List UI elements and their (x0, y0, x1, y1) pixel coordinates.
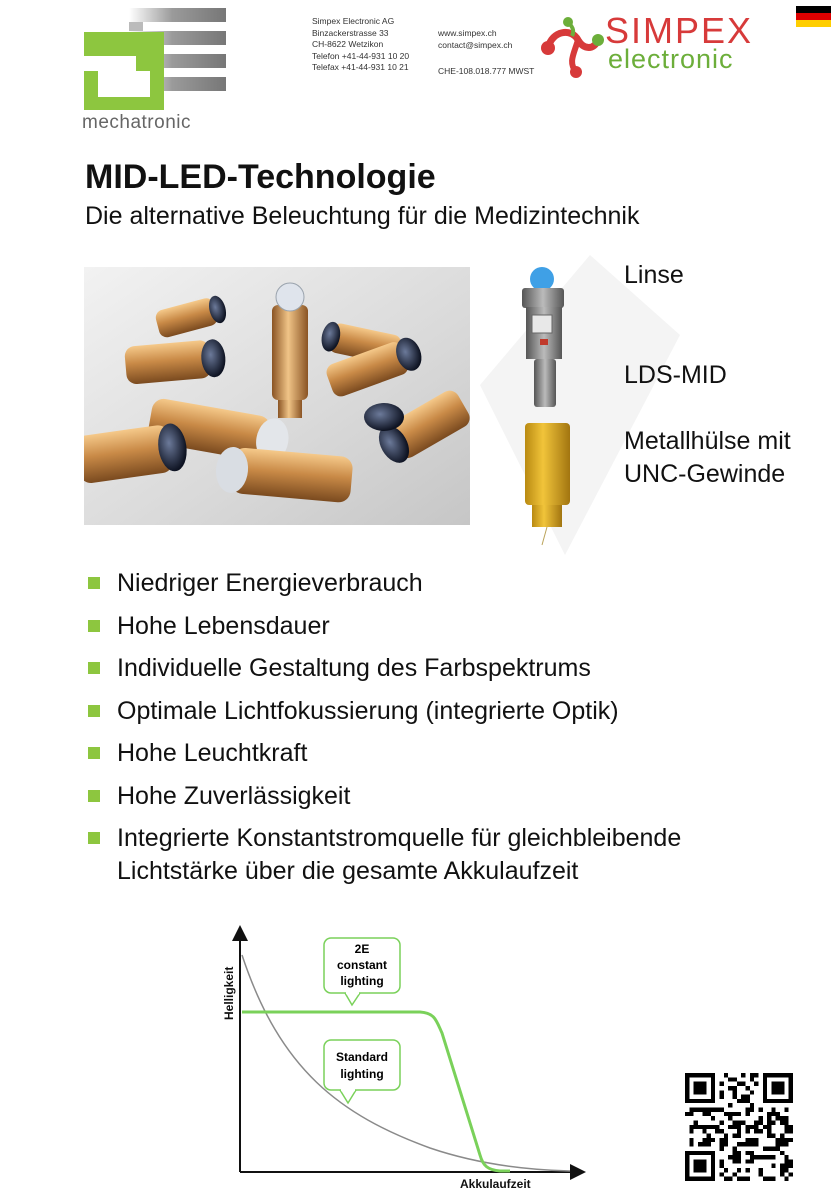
bullet-square-icon (88, 577, 100, 589)
bullet-square-icon (88, 790, 100, 802)
brightness-chart (210, 925, 590, 1195)
list-item: Individuelle Gestaltung des Farbspektrums (88, 652, 808, 685)
vat-number: CHE-108.018.777 MWST (438, 66, 535, 76)
bullet-square-icon (88, 832, 100, 844)
list-item: Hohe Lebensdauer (88, 610, 808, 643)
bullet-square-icon (88, 620, 100, 632)
svg-text:2E: 2E (354, 942, 370, 956)
electronic-wordmark: electronic (608, 44, 734, 74)
company-contact (438, 28, 512, 51)
company-address (312, 16, 409, 74)
x-axis-label: Akkulaufzeit (460, 1177, 531, 1191)
led-assembly-diagram (470, 255, 680, 555)
page-subtitle: Die alternative Beleuchtung für die Medizintechnik (85, 202, 640, 230)
page-title: MID-LED-Technologie (85, 158, 436, 196)
company-fax: Telefax +41-44-931 10 21 (312, 62, 409, 72)
svg-text:Standard: Standard (335, 1050, 389, 1064)
bullet-square-icon (88, 747, 100, 759)
bullet-square-icon (88, 705, 100, 717)
annotation-standard (324, 1040, 400, 1103)
svg-text:lighting: lighting (340, 1067, 384, 1081)
list-item: Optimale Lichtfokussierung (integrierte Optik) (88, 695, 808, 728)
part-label-lens: Linse (624, 261, 684, 289)
list-item: Integrierte Konstantstromquelle für gleichbleibende Lichtstärke über die gesamte Akkulaufzeit (88, 822, 808, 888)
series-line-standard (242, 955, 570, 1171)
part-label-metal-sleeve: Metallhülse mit UNC-Gewinde (624, 427, 791, 488)
feature-list (88, 567, 808, 898)
qr-code[interactable] (685, 1073, 793, 1181)
led-products-photo (84, 267, 470, 525)
email-link[interactable]: contact@simpex.ch (438, 39, 513, 50)
list-item: Hohe Zuverlässigkeit (88, 780, 808, 813)
german-flag-icon[interactable] (796, 6, 831, 27)
part-label-lds-mid: LDS-MID (624, 361, 727, 389)
list-item: Hohe Leuchtkraft (88, 737, 808, 770)
website-link[interactable]: www.simpex.ch (438, 28, 497, 38)
company-name: Simpex Electronic AG (312, 16, 395, 26)
company-phone: Telefon +41-44-931 10 20 (312, 50, 410, 61)
annotation-2e-constant (324, 938, 400, 1005)
company-city: CH-8622 Wetzikon (312, 39, 384, 49)
company-street: Binzackerstrasse 33 (312, 27, 389, 38)
svg-text:lighting: lighting (340, 974, 384, 988)
list-item: Niedriger Energieverbrauch (88, 567, 808, 600)
simpex-wordmark: SIMPEX (605, 10, 754, 51)
bullet-square-icon (88, 662, 100, 674)
mechatronic-wordmark: mechatronic (82, 112, 191, 133)
svg-text:constant: constant (336, 958, 388, 972)
series-line-2e (242, 1012, 510, 1171)
y-axis-label: Helligkeit (222, 966, 236, 1020)
